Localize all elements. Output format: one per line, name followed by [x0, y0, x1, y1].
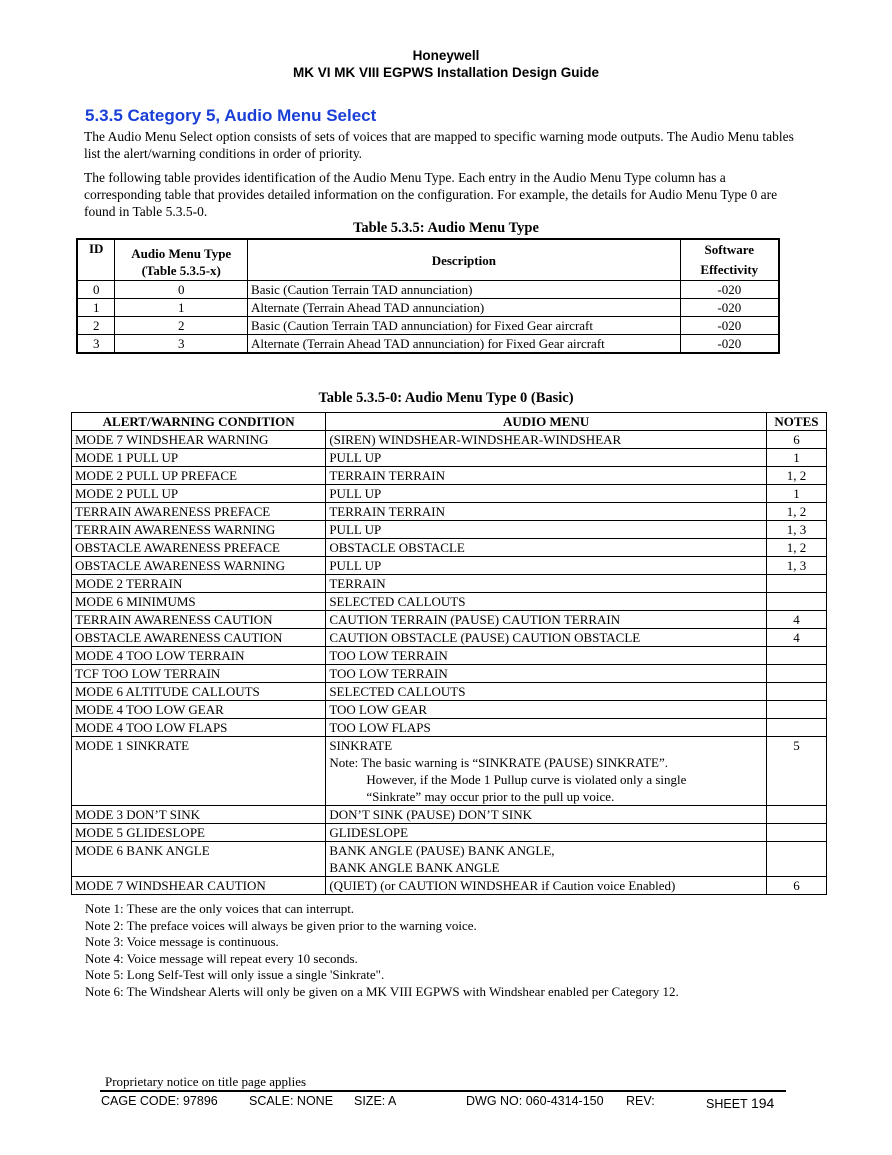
audio-cell: TERRAIN TERRAIN — [326, 503, 767, 521]
audio-cell: TERRAIN TERRAIN — [326, 467, 767, 485]
notes-cell: 1, 2 — [766, 503, 826, 521]
effectivity-cell: -020 — [680, 335, 779, 354]
effectivity-cell: -020 — [680, 299, 779, 317]
table-row — [77, 317, 779, 335]
notes-cell: 4 — [766, 629, 826, 647]
cage-code: CAGE CODE: 97896 — [101, 1094, 218, 1108]
col-sw-line2: Effectivity — [700, 262, 759, 277]
table-row — [72, 806, 827, 824]
effectivity-cell: -020 — [680, 281, 779, 299]
table-row — [72, 701, 827, 719]
note-item: Note 3: Voice message is continuous. — [85, 934, 279, 950]
audio-cell — [326, 842, 767, 877]
audio-cell: TOO LOW GEAR — [326, 701, 767, 719]
audio-cell — [326, 737, 767, 806]
table-row — [77, 281, 779, 299]
condition-cell: TERRAIN AWARENESS WARNING — [72, 521, 326, 539]
sheet-label: SHEET — [706, 1097, 748, 1111]
condition-cell: OBSTACLE AWARENESS WARNING — [72, 557, 326, 575]
note-item: Note 6: The Windshear Alerts will only be given on a MK VIII EGPWS with Windshear enabled per Category 12. — [85, 983, 679, 999]
notes-cell: 1, 3 — [766, 557, 826, 575]
scale: SCALE: NONE — [249, 1094, 334, 1108]
notes-cell — [766, 683, 826, 701]
table-row — [72, 467, 827, 485]
col-id-header: ID — [77, 239, 115, 281]
table2-caption: Table 5.3.5-0: Audio Menu Type 0 (Basic) — [318, 390, 574, 406]
table-row — [72, 683, 827, 701]
notes-cell: 1, 2 — [766, 467, 826, 485]
condition-cell: MODE 6 ALTITUDE CALLOUTS — [72, 683, 326, 701]
notes-cell: 1 — [766, 485, 826, 503]
condition-cell: OBSTACLE AWARENESS CAUTION — [72, 629, 326, 647]
table-row — [72, 539, 827, 557]
condition-cell: MODE 4 TOO LOW TERRAIN — [72, 647, 326, 665]
condition-cell: MODE 2 PULL UP PREFACE — [72, 467, 326, 485]
audio-cell: DON’T SINK (PAUSE) DON’T SINK — [326, 806, 767, 824]
drawing-number: DWG NO: 060-4314-150 — [466, 1094, 604, 1108]
table-row — [72, 629, 827, 647]
audio-line: BANK ANGLE BANK ANGLE — [329, 860, 500, 875]
type-cell: 2 — [115, 317, 248, 335]
audio-cell: (QUIET) (or CAUTION WINDSHEAR if Caution voice Enabled) — [326, 877, 767, 895]
condition-cell: MODE 1 SINKRATE — [72, 737, 326, 806]
col-notes-header: NOTES — [766, 413, 826, 431]
header-company: Honeywell — [412, 48, 480, 63]
footer-rule — [100, 1090, 786, 1092]
type-cell: 3 — [115, 335, 248, 354]
effectivity-cell: -020 — [680, 317, 779, 335]
audio-note-line: Note: The basic warning is “SINKRATE (PAUSE) SINKRATE”. — [329, 755, 669, 770]
audio-cell: (SIREN) WINDSHEAR-WINDSHEAR-WINDSHEAR — [326, 431, 767, 449]
audio-cell: OBSTACLE OBSTACLE — [326, 539, 767, 557]
table-row — [72, 557, 827, 575]
section-heading: 5.3.5 Category 5, Audio Menu Select — [85, 106, 377, 125]
id-cell: 0 — [77, 281, 115, 299]
id-cell: 1 — [77, 299, 115, 317]
description-cell: Basic (Caution Terrain TAD annunciation) for Fixed Gear aircraft — [248, 317, 681, 335]
condition-cell: MODE 1 PULL UP — [72, 449, 326, 467]
table-row — [72, 719, 827, 737]
condition-cell: OBSTACLE AWARENESS PREFACE — [72, 539, 326, 557]
audio-cell: PULL UP — [326, 521, 767, 539]
notes-cell: 1, 2 — [766, 539, 826, 557]
condition-cell: MODE 4 TOO LOW FLAPS — [72, 719, 326, 737]
audio-cell: PULL UP — [326, 485, 767, 503]
table-reference-paragraph: The following table provides identification of the Audio Menu Type. Each entry in the Audio Menu Type column has a corresponding table that provides detailed information on the configuration. For example, the details for Audio Menu Type 0 are found in Table 5.3.5-0. — [84, 170, 778, 219]
condition-cell: MODE 4 TOO LOW GEAR — [72, 701, 326, 719]
size: SIZE: A — [354, 1094, 397, 1108]
table-row — [72, 449, 827, 467]
notes-cell — [766, 701, 826, 719]
notes-cell: 1 — [766, 449, 826, 467]
notes-cell: 5 — [766, 737, 826, 806]
table-row-sinkrate — [72, 737, 827, 806]
table2-header-row — [72, 413, 827, 431]
table-row — [72, 485, 827, 503]
audio-cell: PULL UP — [326, 557, 767, 575]
notes-list — [85, 901, 679, 1001]
header-title: MK VI MK VIII EGPWS Installation Design Guide — [292, 65, 600, 80]
audio-cell: TOO LOW FLAPS — [326, 719, 767, 737]
condition-cell: MODE 3 DON’T SINK — [72, 806, 326, 824]
condition-cell: MODE 5 GLIDESLOPE — [72, 824, 326, 842]
audio-cell: TOO LOW TERRAIN — [326, 665, 767, 683]
notes-cell — [766, 665, 826, 683]
col-software-effectivity-header — [680, 239, 779, 281]
note-item: Note 1: These are the only voices that can interrupt. — [85, 901, 355, 916]
description-cell: Alternate (Terrain Ahead TAD annunciation) for Fixed Gear aircraft — [248, 335, 681, 354]
notes-cell: 6 — [766, 877, 826, 895]
col-audio-menu-header: AUDIO MENU — [326, 413, 767, 431]
col-type-line2: (Table 5.3.5-x) — [141, 263, 221, 278]
audio-note-line: However, if the Mode 1 Pullup curve is violated only a single — [366, 772, 687, 787]
audio-line: BANK ANGLE (PAUSE) BANK ANGLE, — [329, 843, 555, 858]
notes-cell — [766, 719, 826, 737]
condition-cell: TCF TOO LOW TERRAIN — [72, 665, 326, 683]
condition-cell: TERRAIN AWARENESS PREFACE — [72, 503, 326, 521]
table-row — [72, 575, 827, 593]
table-row-bank-angle — [72, 842, 827, 877]
condition-cell: MODE 2 TERRAIN — [72, 575, 326, 593]
condition-cell: MODE 7 WINDSHEAR CAUTION — [72, 877, 326, 895]
proprietary-notice: Proprietary notice on title page applies — [105, 1074, 307, 1089]
condition-cell: MODE 6 MINIMUMS — [72, 593, 326, 611]
revision: REV: — [626, 1094, 655, 1108]
table-row — [72, 593, 827, 611]
audio-cell: SELECTED CALLOUTS — [326, 593, 767, 611]
table-row — [77, 335, 779, 354]
audio-cell: PULL UP — [326, 449, 767, 467]
audio-line: SINKRATE — [329, 738, 393, 753]
col-type-line1: Audio Menu Type — [131, 246, 232, 261]
col-description-header: Description — [248, 239, 681, 281]
table-row — [72, 521, 827, 539]
table-row — [72, 431, 827, 449]
sheet-number — [706, 1095, 774, 1111]
audio-menu-type0-table — [71, 412, 827, 895]
condition-cell: MODE 2 PULL UP — [72, 485, 326, 503]
table-row — [72, 503, 827, 521]
notes-cell — [766, 575, 826, 593]
audio-cell: TOO LOW TERRAIN — [326, 647, 767, 665]
audio-menu-type-table — [76, 238, 780, 354]
condition-cell: MODE 7 WINDSHEAR WARNING — [72, 431, 326, 449]
condition-cell: TERRAIN AWARENESS CAUTION — [72, 611, 326, 629]
col-condition-header: ALERT/WARNING CONDITION — [72, 413, 326, 431]
notes-cell — [766, 842, 826, 877]
table-row — [72, 611, 827, 629]
note-item: Note 2: The preface voices will always be given prior to the warning voice. — [85, 917, 477, 933]
notes-cell — [766, 806, 826, 824]
notes-cell: 1, 3 — [766, 521, 826, 539]
table-row — [77, 299, 779, 317]
notes-cell — [766, 647, 826, 665]
description-cell: Alternate (Terrain Ahead TAD annunciation) — [248, 299, 681, 317]
notes-cell — [766, 824, 826, 842]
audio-cell: CAUTION OBSTACLE (PAUSE) CAUTION OBSTACLE — [326, 629, 767, 647]
note-item: Note 4: Voice message will repeat every 10 seconds. — [85, 950, 358, 966]
condition-cell: MODE 6 BANK ANGLE — [72, 842, 326, 877]
type-cell: 1 — [115, 299, 248, 317]
notes-cell: 4 — [766, 611, 826, 629]
intro-paragraph: The Audio Menu Select option consists of sets of voices that are mapped to specific warning mode outputs. The Audio Menu tables list the alert/warning conditions in order of priority. — [84, 129, 794, 161]
table-row — [72, 647, 827, 665]
audio-cell: SELECTED CALLOUTS — [326, 683, 767, 701]
audio-note-line: “Sinkrate” may occur prior to the pull up voice. — [366, 789, 615, 804]
col-audio-menu-type-header — [115, 239, 248, 281]
col-sw-line1: Software — [704, 242, 755, 257]
table-row — [72, 824, 827, 842]
table-row-windshear-caution — [72, 877, 827, 895]
audio-cell: CAUTION TERRAIN (PAUSE) CAUTION TERRAIN — [326, 611, 767, 629]
table1-caption: Table 5.3.5: Audio Menu Type — [353, 220, 539, 236]
notes-cell: 6 — [766, 431, 826, 449]
type-cell: 0 — [115, 281, 248, 299]
table-row — [72, 665, 827, 683]
id-cell: 2 — [77, 317, 115, 335]
table1-header-row — [77, 239, 779, 281]
description-cell: Basic (Caution Terrain TAD annunciation) — [248, 281, 681, 299]
sheet-value: 194 — [750, 1095, 775, 1111]
audio-cell: TERRAIN — [326, 575, 767, 593]
note-item: Note 5: Long Self-Test will only issue a single 'Sinkrate". — [85, 967, 385, 983]
id-cell: 3 — [77, 335, 115, 354]
audio-cell: GLIDESLOPE — [326, 824, 767, 842]
notes-cell — [766, 593, 826, 611]
